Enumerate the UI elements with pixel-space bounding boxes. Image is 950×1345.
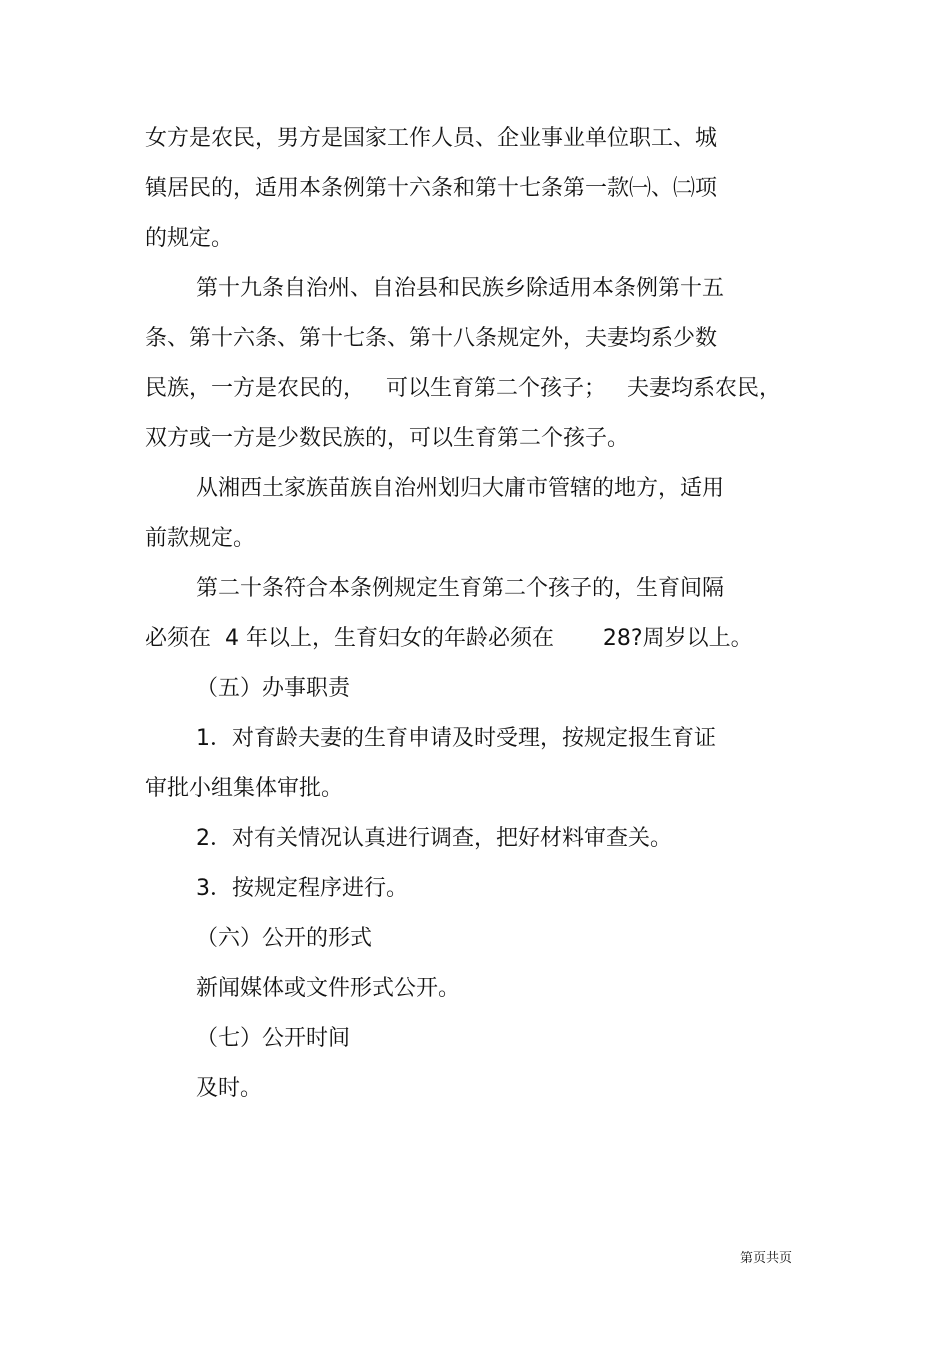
- text-line: 双方或一方是少数民族的，可以生育第二个孩子。: [145, 426, 630, 451]
- text-line: 镇居民的，适用本条例第十六条和第十七条第一款㈠、㈡项: [145, 176, 718, 201]
- text-line: 2．对有关情况认真进行调查，把好材料审查关。: [196, 826, 672, 851]
- section-heading: （七）公开时间: [196, 1026, 351, 1051]
- text-line: 的规定。: [145, 226, 234, 251]
- text-line: 新闻媒体或文件形式公开。: [196, 976, 461, 1001]
- section-heading: （六）公开的形式: [196, 926, 373, 951]
- text-line: 前款规定。: [145, 526, 256, 551]
- text-line: 第十九条自治州、自治县和民族乡除适用本条例第十五: [196, 276, 725, 301]
- text-line: 条、第十六条、第十七条、第十八条规定外，夫妻均系少数: [145, 326, 718, 351]
- text-line: 女方是农民，男方是国家工作人员、企业事业单位职工、城: [145, 126, 718, 151]
- page-footer: 第页共页: [740, 1251, 793, 1266]
- text-line: 及时。: [196, 1076, 263, 1101]
- section-heading: （五）办事职责: [196, 676, 351, 701]
- text-line: 审批小组集体审批。: [145, 776, 344, 801]
- text-line: 1．对育龄夫妻的生育申请及时受理，按规定报生育证: [196, 726, 716, 751]
- text-line: 从湘西土家族苗族自治州划归大庸市管辖的地方，适用: [196, 476, 725, 501]
- text-line: 必须在 4 年以上，生育妇女的年龄必须在 28?周岁以上。: [145, 626, 753, 651]
- text-line: 3．按规定程序进行。: [196, 876, 408, 901]
- text-line: 第二十条符合本条例规定生育第二个孩子的，生育间隔: [196, 576, 725, 601]
- text-line: 民族，一方是农民的， 可以生育第二个孩子； 夫妻均系农民，: [145, 376, 781, 401]
